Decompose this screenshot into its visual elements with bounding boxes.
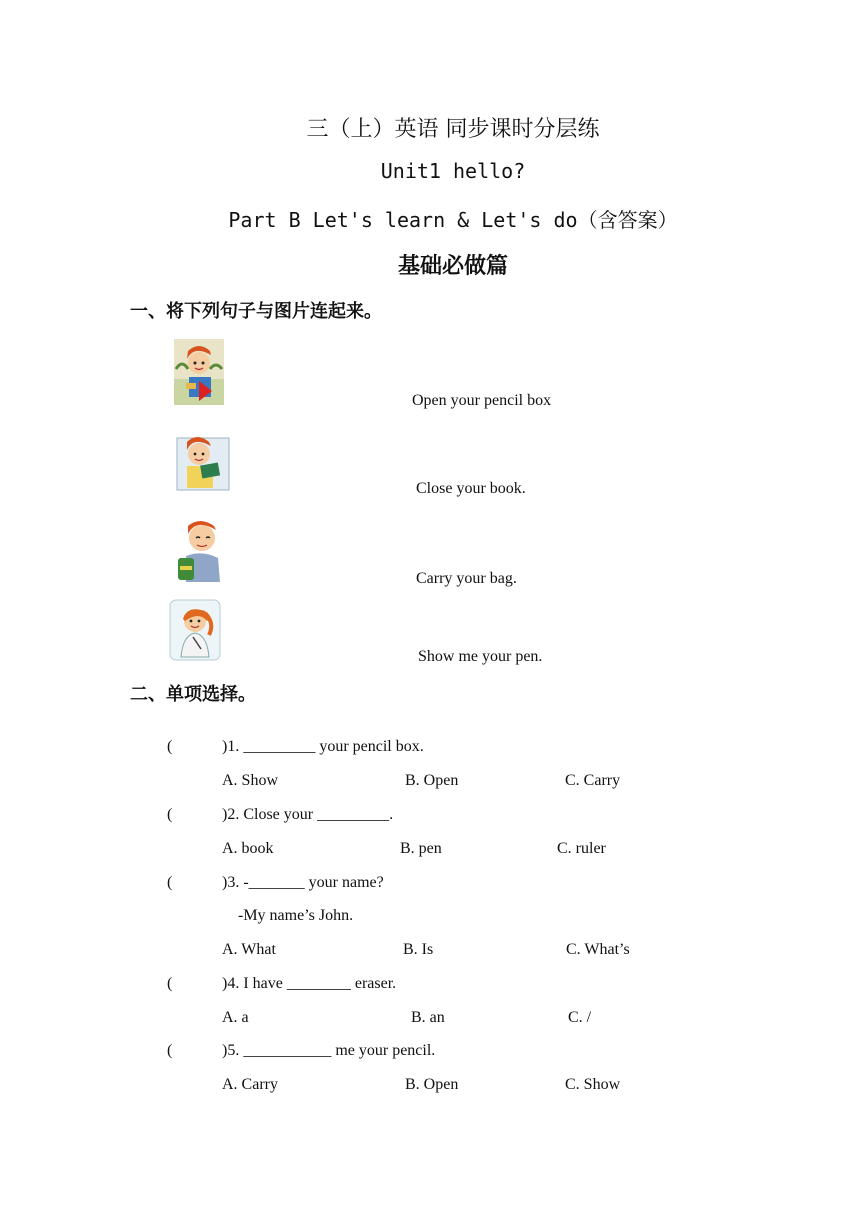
question-3-stem: )3. -_______ your name? [222, 874, 384, 891]
match-sentence-4: Show me your pen. [418, 648, 543, 665]
question-1-option-c: C. Carry [565, 772, 621, 789]
section1-heading: 一、将下列句子与图片连起来。 [130, 301, 382, 322]
question-5-option-c: C. Show [565, 1076, 621, 1093]
boy-with-pencil-box-image [174, 339, 224, 405]
question-5-bracket: ( [167, 1042, 173, 1059]
match-sentence-3: Carry your bag. [416, 570, 517, 587]
question-4-bracket: ( [167, 975, 173, 992]
question-1-stem: )1. _________ your pencil box. [222, 738, 424, 755]
match-sentence-2: Close your book. [416, 480, 526, 497]
question-4-option-c: C. / [568, 1009, 592, 1026]
question-3-option-c: C. What’s [566, 941, 630, 958]
section2-heading: 二、单项选择。 [130, 684, 256, 705]
document-title: 三（上）英语 同步课时分层练 [306, 117, 600, 142]
question-1-option-a: A. Show [222, 772, 279, 789]
question-3-reply: -My name’s John. [238, 907, 354, 924]
question-2-stem: )2. Close your _________. [222, 806, 394, 823]
part-title: Part B Let's learn & Let's do（含答案） [228, 208, 678, 232]
girl-with-pen-image [169, 599, 221, 661]
unit-title: Unit1 hello? [380, 159, 526, 183]
question-3-option-a: A. What [222, 941, 276, 958]
question-2-option-c: C. ruler [557, 840, 606, 857]
question-5-option-b: B. Open [405, 1076, 459, 1093]
question-2-option-a: A. book [222, 840, 274, 857]
question-5-stem: )5. ___________ me your pencil. [222, 1042, 436, 1059]
match-sentence-1: Open your pencil box [412, 392, 552, 409]
question-1-bracket: ( [167, 738, 173, 755]
question-3-bracket: ( [167, 874, 173, 891]
level-title: 基础必做篇 [397, 254, 508, 279]
question-2-bracket: ( [167, 806, 173, 823]
question-4-stem: )4. I have ________ eraser. [222, 975, 397, 992]
question-3-option-b: B. Is [403, 941, 434, 958]
question-5-option-a: A. Carry [222, 1076, 278, 1093]
boy-with-book-image [175, 432, 231, 492]
boy-with-bag-image [172, 520, 226, 584]
question-2-option-b: B. pen [400, 840, 442, 857]
question-1-option-b: B. Open [405, 772, 459, 789]
question-4-option-b: B. an [411, 1009, 445, 1026]
question-4-option-a: A. a [222, 1009, 249, 1026]
